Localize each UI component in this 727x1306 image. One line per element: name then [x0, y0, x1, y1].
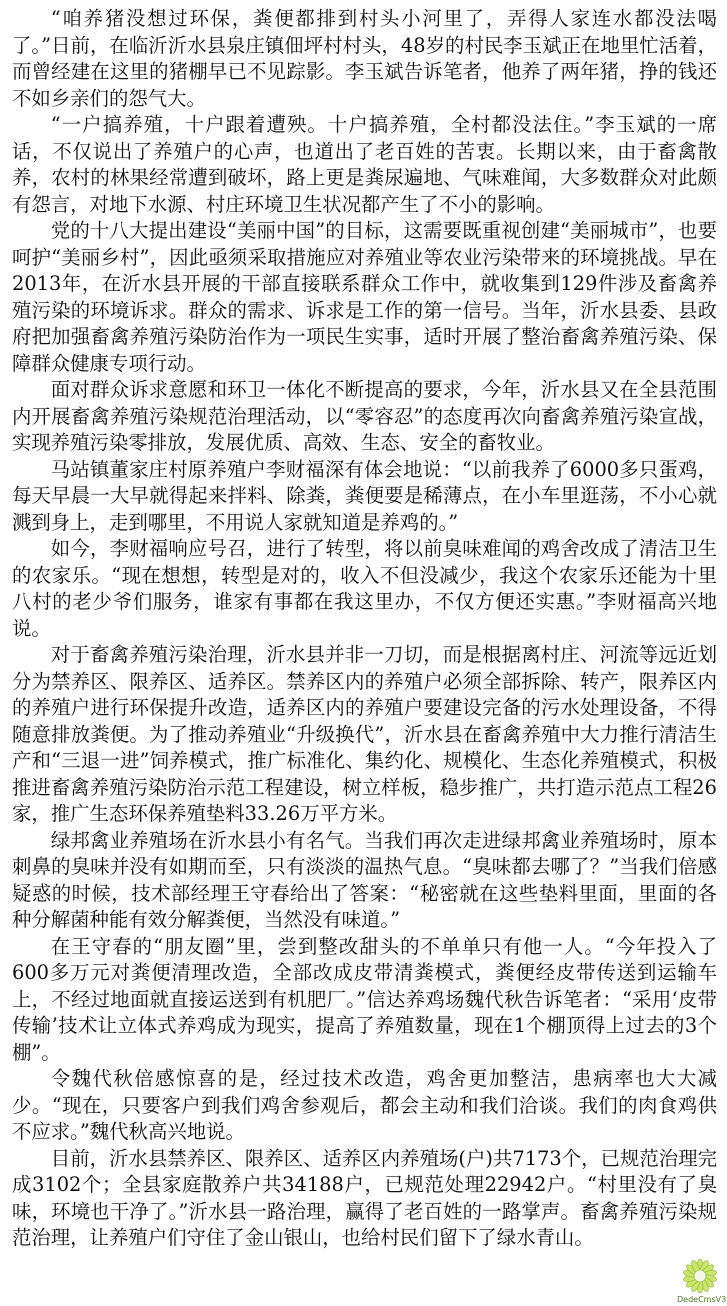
article-paragraph: “一户搞养殖，十户跟着遭殃。十户搞养殖，全村都没法住。”李玉斌的一席话，不仅说出了养殖户的心声，也道出了老百姓的苦衷。长期以来，由于畜禽散养，农村的林果经常遭到破坏，路上更是粪尿遍地、气味难闻，大多数群众对此颇有怨言，对地下水源、村庄环境卫生状况都产生了不小的影响。: [12, 113, 717, 216]
article-paragraph: 党的十八大提出建设“美丽中国”的目标，这需要既重视创建“美丽城市”，也要呵护“美丽乡村”，因此亟须采取措施应对养殖业等农业污染带来的环境挑战。早在2013年，在沂水县开展的干部直接联系群众工作中，就收集到129件涉及畜禽养殖污染的环境诉求。群众的需求、诉求是工作的第一信号。当年，沂水县委、县政府把加强畜禽养殖污染防治作为一项民生实事，适时开展了整治畜禽养殖污染、保障群众健康专项行动。: [12, 219, 717, 375]
article-paragraph: 目前，沂水县禁养区、限养区、适养区内养殖场(户)共7173个，已规范治理完成3102个；全县家庭散养户共34188户，已规范处理22942户。“村里没有了臭味，环境也干净了。”沂水县一路治理，赢得了老百姓的一路掌声。畜禽养殖污染规范治理，让养殖户们守住了金山银山，也给村民们留下了绿水青山。: [12, 1146, 717, 1249]
article-paragraph: 面对群众诉求意愿和环卫一体化不断提高的要求，今年，沂水县又在全县范围内开展畜禽养殖污染规范治理活动，以“零容忍”的态度再次向畜禽养殖污染宣战，实现养殖污染零排放，发展优质、高效、生态、安全的畜牧业。: [12, 378, 717, 454]
article-paragraph: 对于畜禽养殖污染治理，沂水县并非一刀切，而是根据离村庄、河流等远近划分为禁养区、限养区、适养区。禁养区内的养殖户必须全部拆除、转产，限养区内的养殖户进行环保提升改造，适养区内的养殖户要建设完备的污水处理设备，不得随意排放粪便。为了推动养殖业“升级换代”，沂水县在畜禽养殖中大力推行清洁生产和“三退一进”饲养模式，推广标准化、集约化、规模化、生态化养殖模式，积极推进畜禽养殖污染防治示范工程建设，树立样板，稳步推广，共打造示范点工程26家，推广生态环保养殖垫料33.26万平方米。: [12, 643, 717, 825]
article-paragraph: 马站镇董家庄村原养殖户李财福深有体会地说：“以前我养了6000多只蛋鸡，每天早晨一大早就得起来拌料、除粪，粪便要是稀薄点，在小车里逛荡，不小心就溅到身上，走到哪里，不用说人家就知道是养鸡的。”: [12, 457, 717, 534]
article-body: [12, 6, 717, 1252]
watermark-logo: [677, 1258, 727, 1304]
watermark-text: DedeCmsV3: [677, 1295, 727, 1304]
flower-icon: [677, 1258, 723, 1296]
article-paragraph: 如今，李财福响应号召，进行了转型，将以前臭味难闻的鸡舍改成了清洁卫生的农家乐。“现在想想，转型是对的，收入不但没减少，我这个农家乐还能为十里八村的老少爷们服务，谁家有事都在我这里办，不仅方便还实惠。”李财福高兴地说。: [12, 537, 717, 640]
article-paragraph: 令魏代秋倍感惊喜的是，经过技术改造，鸡舍更加整洁，患病率也大大减少。“现在，只要客户到我们鸡舍参观后，都会主动和我们洽谈。我们的肉食鸡供不应求。”魏代秋高兴地说。: [12, 1067, 717, 1143]
article-paragraph: 在王守春的“朋友圈”里，尝到整改甜头的不单单只有他一人。“今年投入了600多万元对粪便清理改造，全部改成皮带清粪模式，粪便经皮带传送到运输车上，不经过地面就直接运送到有机肥厂。”信达养鸡场魏代秋告诉笔者：“采用‘皮带传输’技术让立体式养鸡成为现实，提高了养殖数量，现在1个棚顶得上过去的3个棚”。: [12, 934, 717, 1064]
article-paragraph: “咱养猪没想过环保，粪便都排到村头小河里了，弄得人家连水都没法喝了。”日前，在临沂沂水县泉庄镇佃坪村村头，48岁的村民李玉斌正在地里忙活着，而曾经建在这里的猪棚早已不见踪影。李玉斌告诉笔者，他养了两年猪，挣的钱还不如乡亲们的怨气大。: [12, 7, 717, 110]
article-paragraph: 绿邦禽业养殖场在沂水县小有名气。当我们再次走进绿邦禽业养殖场时，原本刺鼻的臭味并没有如期而至，只有淡淡的温热气息。“臭味都去哪了？”当我们倍感疑惑的时候，技术部经理王守春给出了答案：“秘密就在这些垫料里面，里面的各种分解菌种能有效分解粪便，当然没有味道。”: [12, 828, 717, 931]
flower-center: [694, 1270, 706, 1282]
